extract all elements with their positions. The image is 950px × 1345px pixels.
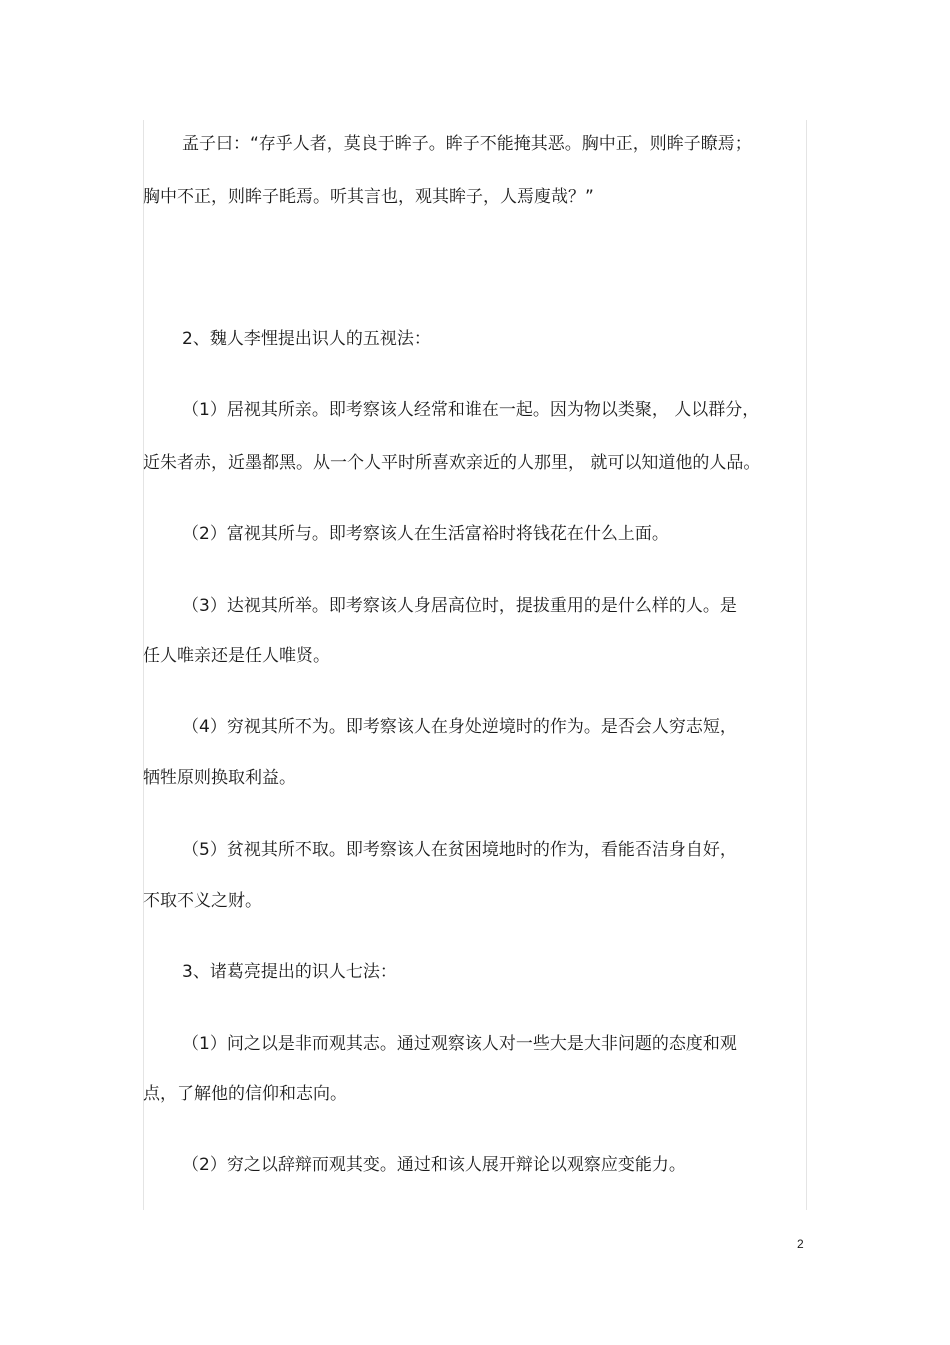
paragraph-line-13: 点，了解他的信仰和志向。	[143, 1084, 347, 1104]
section-heading-seven-methods: 3、诸葛亮提出的识人七法：	[182, 962, 397, 982]
paragraph-line-7: 任人唯亲还是任人唯贤。	[143, 646, 330, 666]
paragraph-line-10: （5）贫视其所不取。即考察该人在贫困境地时的作为，看能否洁身自好，	[182, 840, 737, 860]
paragraph-line-8: （4）穷视其所不为。即考察该人在身处逆境时的作为。是否会人穷志短，	[182, 717, 737, 737]
section-heading-five-methods: 2、魏人李悝提出识人的五视法：	[182, 329, 431, 349]
paragraph-line-14: （2）穷之以辞辩而观其变。通过和该人展开辩论以观察应变能力。	[182, 1155, 686, 1175]
page-frame-right	[806, 120, 807, 1210]
paragraph-line-5: （2）富视其所与。即考察该人在生活富裕时将钱花在什么上面。	[182, 524, 669, 544]
paragraph-line-2: 胸中不正，则眸子眊焉。听其言也，观其眸子，人焉廋哉？”	[143, 187, 594, 207]
paragraph-line-9: 牺牲原则换取利益。	[143, 768, 296, 788]
paragraph-line-1: 孟子曰：“存乎人者，莫良于眸子。眸子不能掩其恶。胸中正，则眸子瞭焉；	[182, 134, 752, 154]
paragraph-line-3: （1）居视其所亲。即考察该人经常和谁在一起。因为物以类聚， 人以群分，	[182, 400, 760, 420]
paragraph-line-12: （1）问之以是非而观其志。通过观察该人对一些大是大非问题的态度和观	[182, 1034, 737, 1054]
page-number: 2	[797, 1237, 804, 1251]
paragraph-line-11: 不取不义之财。	[143, 891, 262, 911]
paragraph-line-6: （3）达视其所举。即考察该人身居高位时，提拔重用的是什么样的人。是	[182, 596, 737, 616]
paragraph-line-4: 近朱者赤，近墨都黑。从一个人平时所喜欢亲近的人那里， 就可以知道他的人品。	[143, 453, 761, 473]
